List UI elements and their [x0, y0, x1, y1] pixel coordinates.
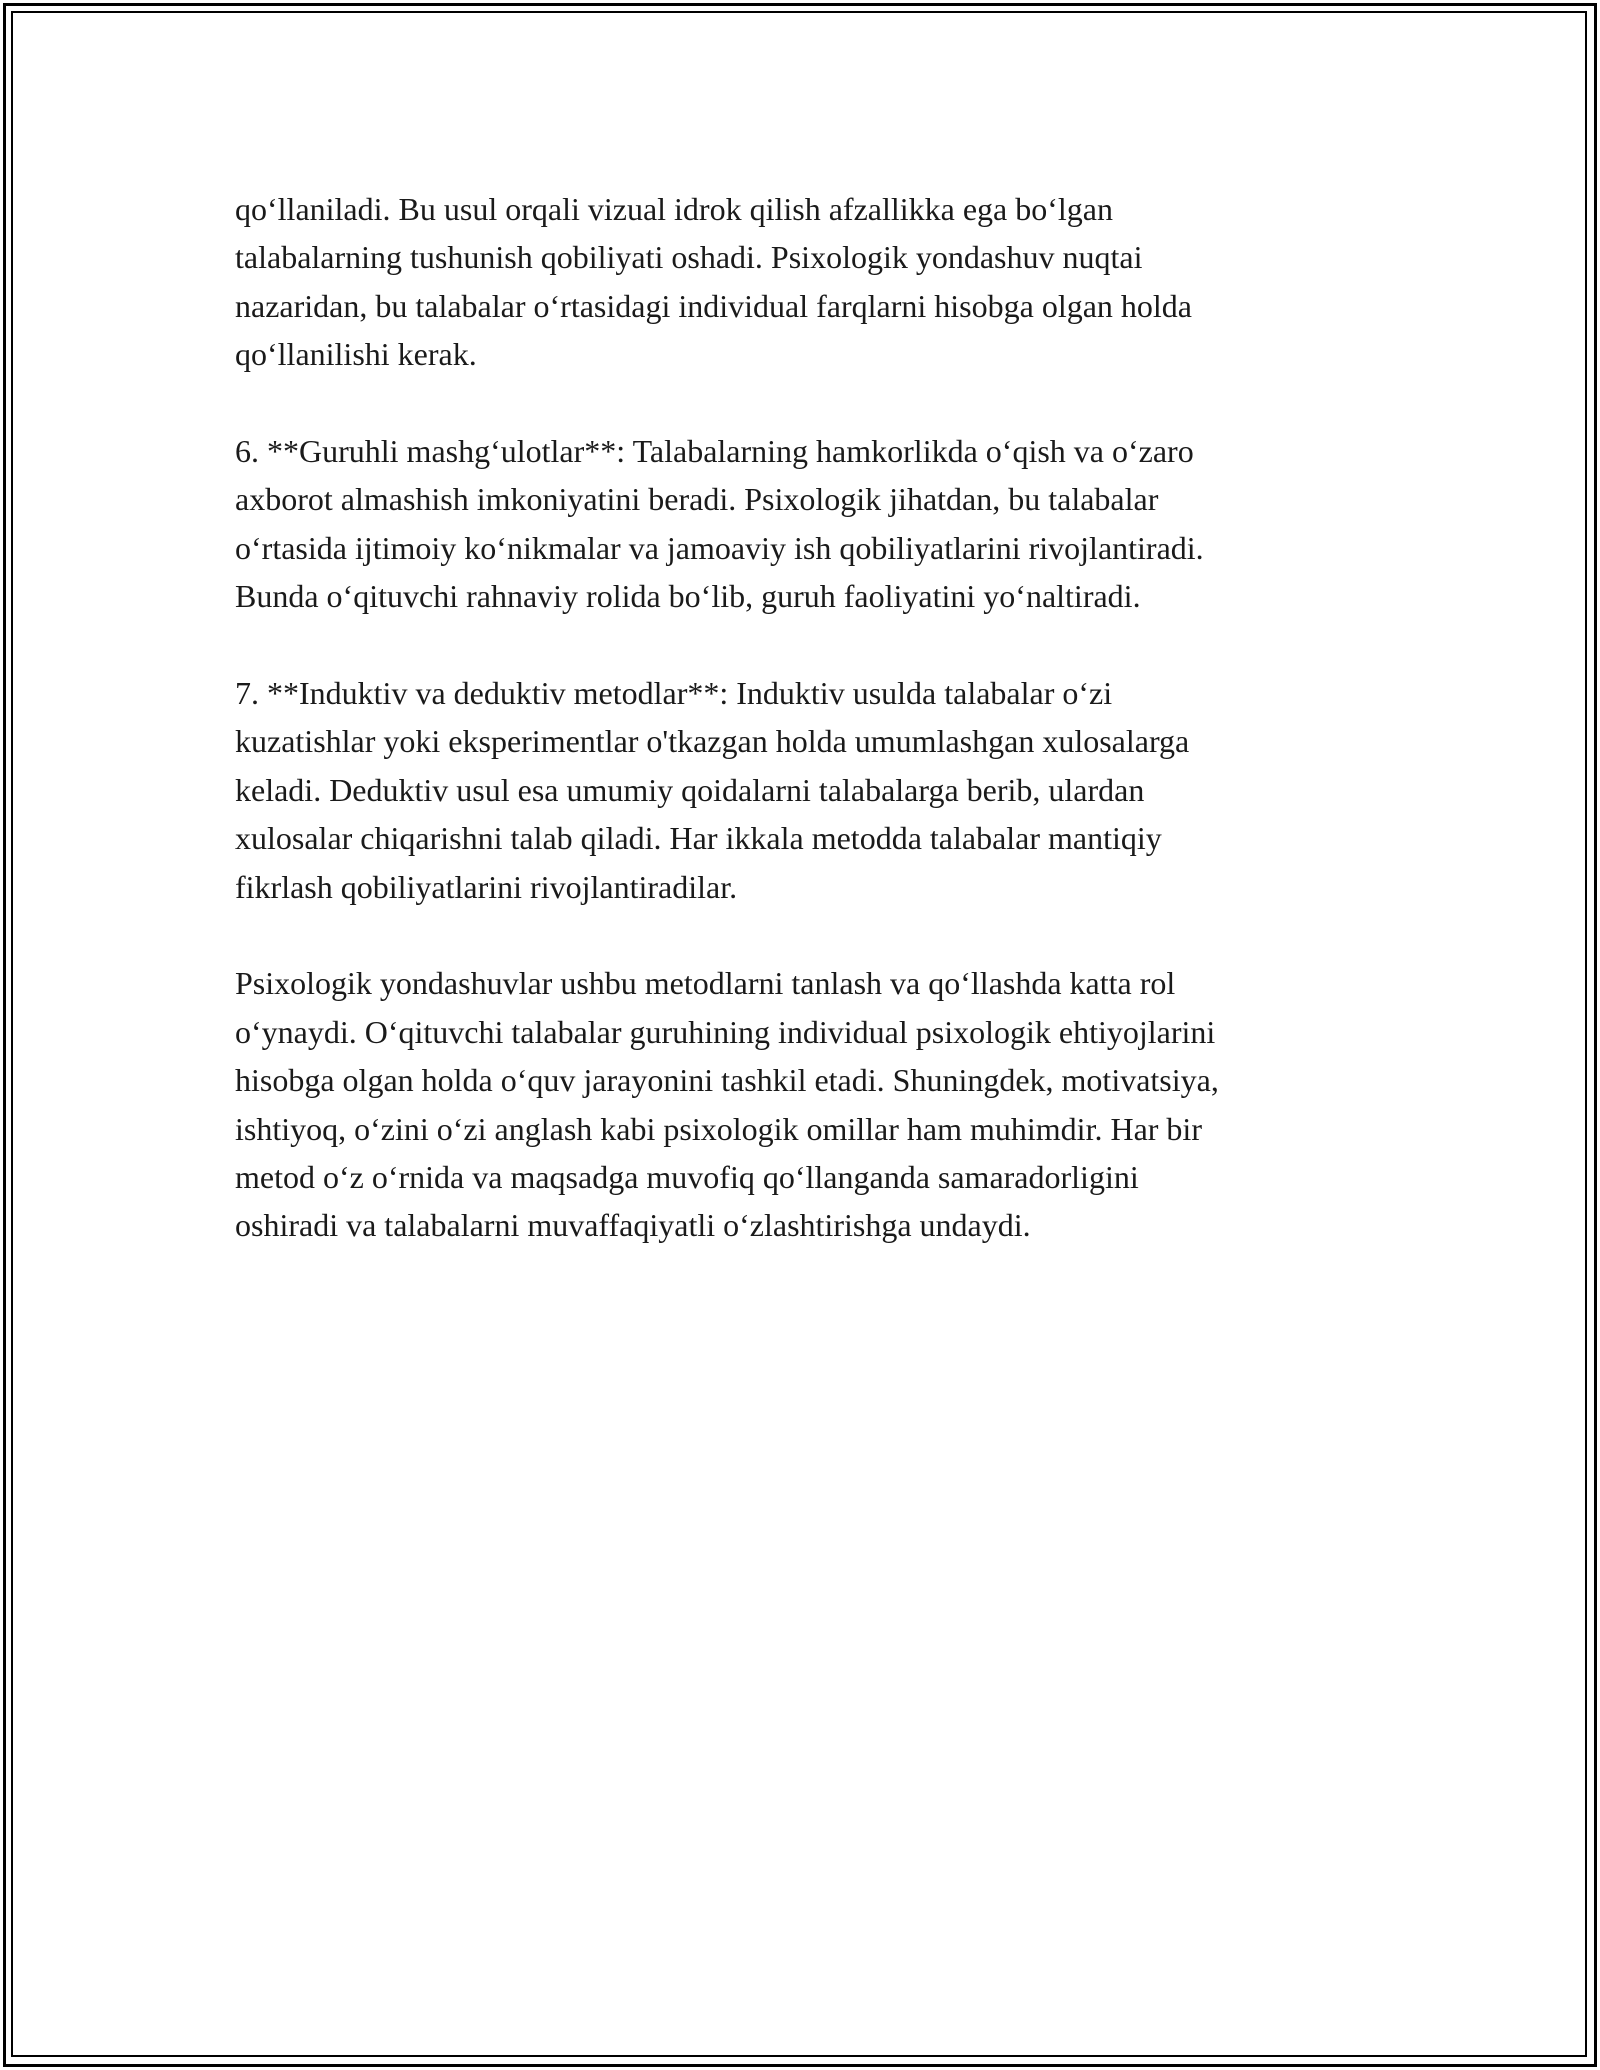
text-line: xulosalar chiqarishni talab qiladi. Har ikkala metodda talabalar mantiqiy	[235, 820, 1162, 857]
text-line: nazaridan, bu talabalar o‘rtasidagi individual farqlarni hisobga olgan holda	[235, 287, 1192, 324]
text-line: hisobga olgan holda o‘quv jarayonini tashkil etadi. Shuningdek, motivatsiya,	[235, 1062, 1219, 1099]
text-line: fikrlash qobiliyatlarini rivojlantiradilar.	[235, 868, 738, 905]
text-line: ishtiyoq, o‘zini o‘zi anglash kabi psixologik omillar ham muhimdir. Har bir	[235, 1110, 1202, 1147]
text-line: keladi. Deduktiv usul esa umumiy qoidalarni talabalarga berib, ulardan	[235, 771, 1145, 808]
text-line: metod o‘z o‘rnida va maqsadga muvofiq qo‘llanganda samaradorligini	[235, 1159, 1139, 1196]
text-line: kuzatishlar yoki eksperimentlar o'tkazgan holda umumlashgan xulosalarga	[235, 723, 1190, 760]
text-line: Bunda o‘qituvchi rahnaviy rolida bo‘lib, guruh faoliyatini yo‘naltiradi.	[235, 578, 1141, 615]
text-line: oshiradi va talabalarni muvaffaqiyatli o‘zlashtirishga undaydi.	[235, 1207, 1031, 1244]
text-line: o‘ynaydi. O‘qituvchi talabalar guruhining individual psixologik ehtiyojlarini	[235, 1013, 1216, 1050]
paragraph-continuation	[235, 185, 1415, 379]
text-line: axborot almashish imkoniyatini beradi. Psixologik jihatdan, bu talabalar	[235, 481, 1159, 518]
text-line: qo‘llanilishi kerak.	[235, 336, 477, 373]
text-line: qo‘llaniladi. Bu usul orqali vizual idrok qilish afzallikka ega bo‘lgan	[235, 191, 1113, 227]
text-line: o‘rtasida ijtimoiy ko‘nikmalar va jamoaviy ish qobiliyatlarini rivojlantiradi.	[235, 529, 1204, 566]
text-line: 7. **Induktiv va deduktiv metodlar**: Induktiv usulda talabalar o‘zi	[235, 675, 1113, 712]
document-body	[235, 185, 1415, 1298]
text-line: 6. **Guruhli mashg‘ulotlar**: Talabalarning hamkorlikda o‘qish va o‘zaro	[235, 433, 1194, 470]
text-line: Psixologik yondashuvlar ushbu metodlarni tanlash va qo‘llashda katta rol	[235, 965, 1176, 1002]
text-line: talabalarning tushunish qobiliyati oshadi. Psixologik yondashuv nuqtai	[235, 239, 1143, 276]
paragraph-conclusion	[235, 959, 1415, 1249]
paragraph-inductive-deductive	[235, 669, 1415, 911]
paragraph-group-activities	[235, 427, 1415, 621]
